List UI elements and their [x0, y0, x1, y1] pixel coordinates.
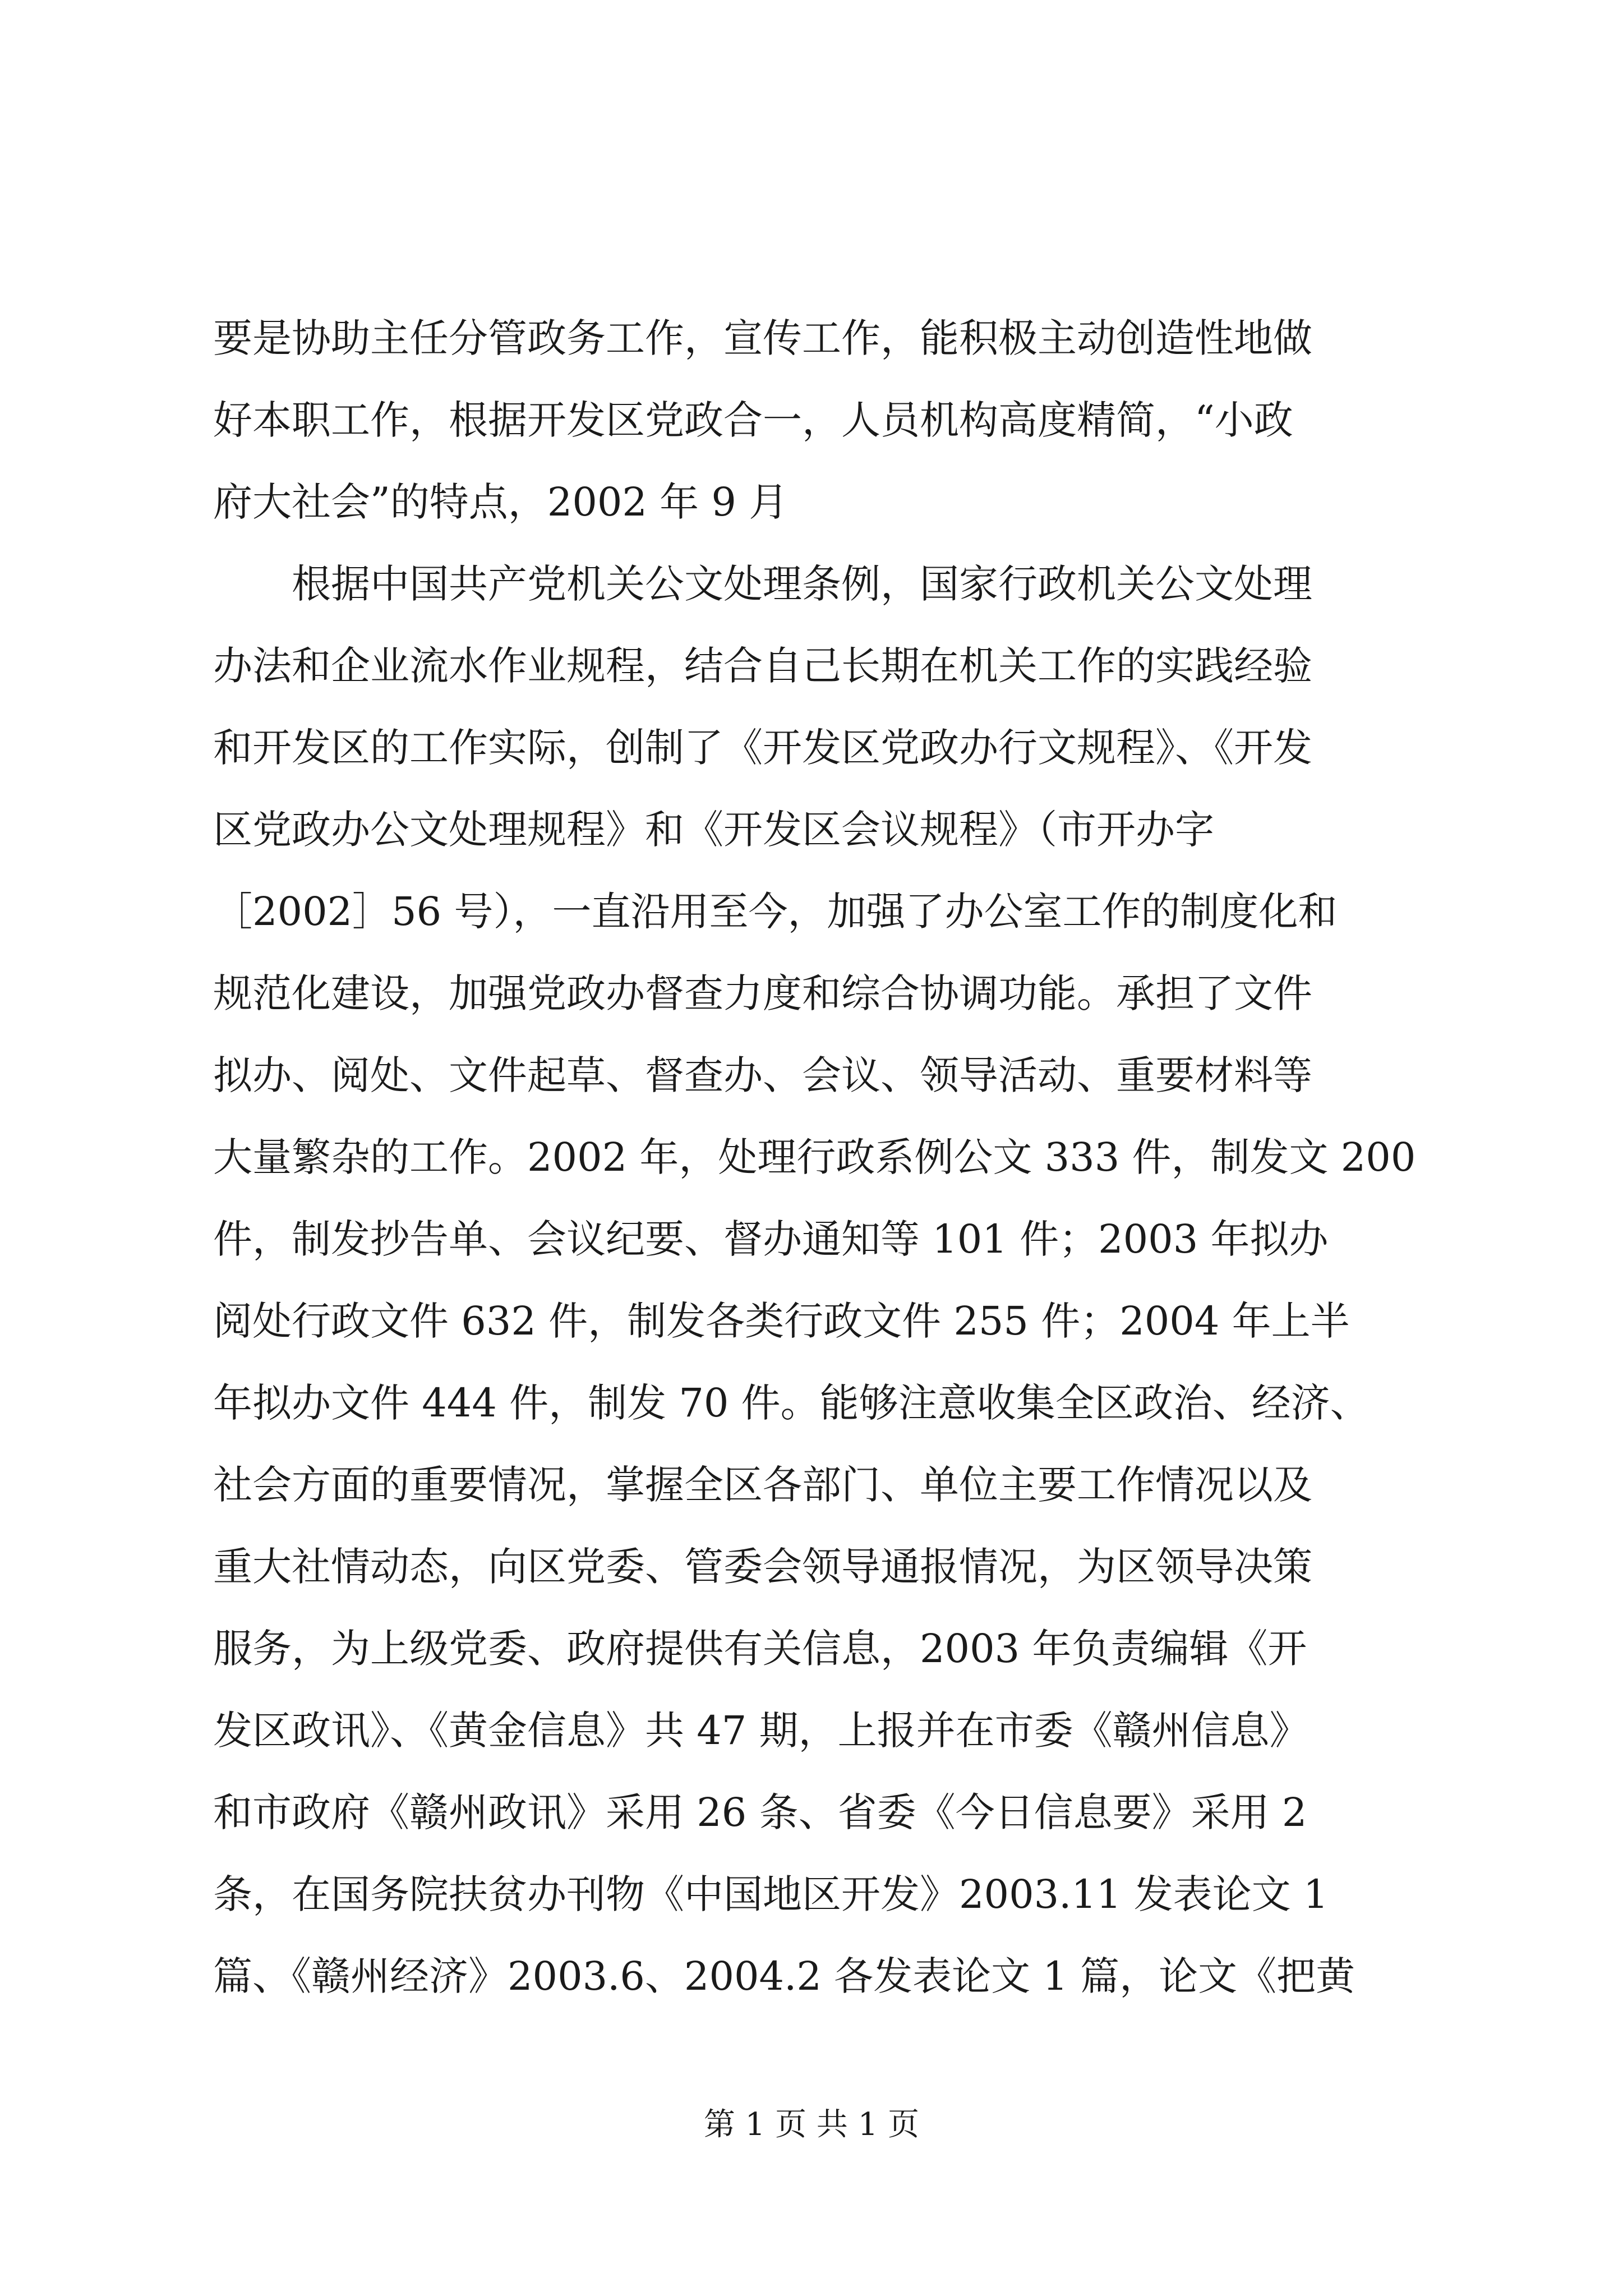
text-line: 篇、《赣州经济》2003.6、2004.2 各发表论文 1 篇，论文《把黄 — [213, 1953, 1355, 1999]
text-line: 大量繁杂的工作。2002 年，处理行政系例公文 333 件，制发文 200 — [213, 1134, 1416, 1180]
text-line: 件，制发抄告单、会议纪要、督办通知等 101 件；2003 年拟办 — [213, 1216, 1329, 1262]
text-line: 发区政讯》、《黄金信息》共 47 期，上报并在市委《赣州信息》 — [213, 1708, 1309, 1754]
document-body — [213, 297, 1416, 2017]
text-line: 区党政办公文处理规程》和《开发区会议规程》（市开办字 — [213, 807, 1214, 853]
text-line: 规范化建设，加强党政办督查力度和综合协调功能。承担了文件 — [213, 970, 1312, 1016]
text-line: 阅处行政文件 632 件，制发各类行政文件 255 件；2004 年上半 — [213, 1298, 1350, 1344]
page-number-footer: 第 1 页 共 1 页 — [703, 2106, 920, 2143]
paragraph-first-line: 根据中国共产党机关公文处理条例，国家行政机关公文处理 — [292, 561, 1312, 607]
text-line: 府大社会”的特点，2002 年 9 月 — [213, 479, 789, 525]
text-line: 年拟办文件 444 件，制发 70 件。能够注意收集全区政治、经济、 — [213, 1380, 1370, 1426]
text-line: 和市政府《赣州政讯》采用 26 条、省委《今日信息要》采用 2 — [213, 1789, 1307, 1835]
text-line: 好本职工作，根据开发区党政合一，人员机构高度精简，“小政 — [213, 397, 1293, 443]
text-line: 重大社情动态，向区党委、管委会领导通报情况，为区领导决策 — [213, 1544, 1312, 1590]
text-line: 条，在国务院扶贫办刊物《中国地区开发》2003.11 发表论文 1 — [213, 1871, 1329, 1917]
text-line: 办法和企业流水作业规程，结合自己长期在机关工作的实践经验 — [213, 643, 1312, 689]
text-line: 拟办、阅处、文件起草、督查办、会议、领导活动、重要材料等 — [213, 1052, 1312, 1098]
text-line: 社会方面的重要情况，掌握全区各部门、单位主要工作情况以及 — [213, 1462, 1312, 1508]
text-line: 和开发区的工作实际，创制了《开发区党政办行文规程》、《开发 — [213, 725, 1312, 771]
text-line: 要是协助主任分管政务工作，宣传工作，能积极主动创造性地做 — [213, 315, 1312, 361]
text-line: 服务，为上级党委、政府提供有关信息，2003 年负责编辑《开 — [213, 1626, 1307, 1672]
text-line: ［2002］56 号），一直沿用至今，加强了办公室工作的制度化和 — [213, 889, 1338, 935]
